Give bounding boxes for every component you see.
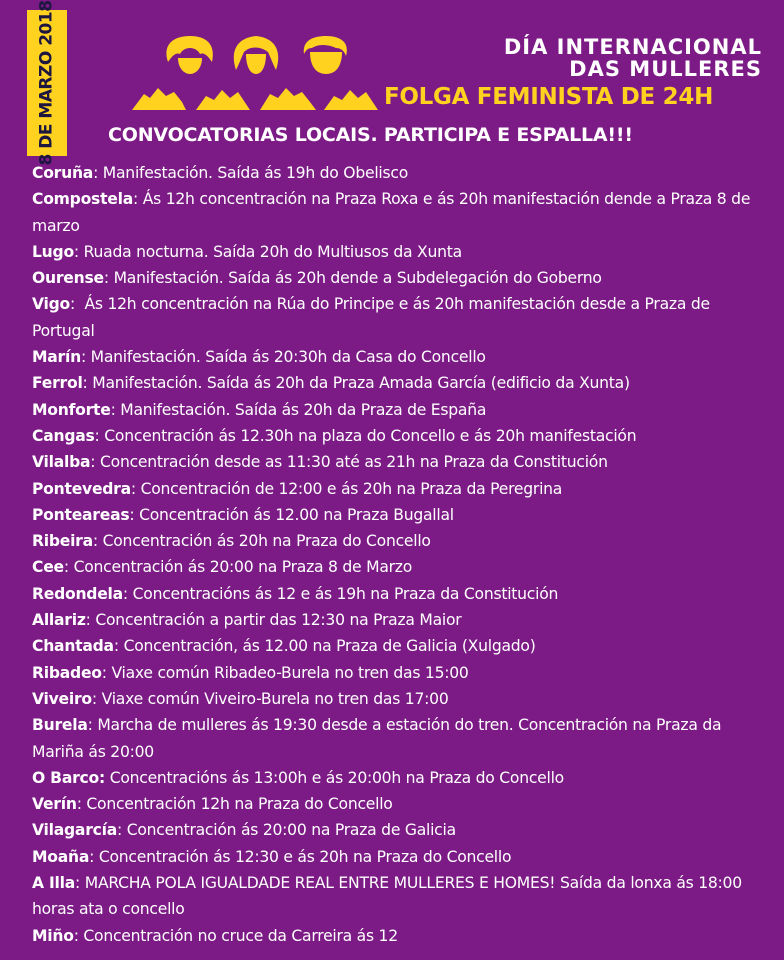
event-place: Ponteareas xyxy=(32,505,130,524)
event-separator: : xyxy=(94,426,100,445)
event-separator: : xyxy=(70,295,76,314)
event-separator: : xyxy=(90,453,96,472)
event-details: Manifestación. Saída ás 20h da Praza Amada García (edificio da Xunta) xyxy=(87,374,630,393)
event-title xyxy=(504,36,762,80)
event-details: Concentracións ás 13:00h e ás 20:00h na Praza do Concello xyxy=(104,768,564,787)
event-details: Concentración ás 12:30 e ás 20h na Praza do Concello xyxy=(94,847,512,866)
event-place: Monforte xyxy=(32,400,111,419)
event-details: Manifestación. Saída ás 20h da Praza de España xyxy=(115,400,487,419)
event-place: Ribeira xyxy=(32,532,93,551)
list-item xyxy=(32,686,770,712)
event-place: Vigo xyxy=(32,295,71,314)
list-item xyxy=(32,607,770,633)
event-separator: : xyxy=(76,795,82,814)
list-item xyxy=(32,633,770,659)
event-separator: : xyxy=(73,926,79,945)
women-heads-icon xyxy=(160,32,360,76)
list-item xyxy=(32,476,770,502)
event-separator: : xyxy=(113,637,119,656)
event-separator: : xyxy=(80,348,86,367)
event-place: Compostela xyxy=(32,190,133,209)
list-item xyxy=(32,397,770,423)
event-separator: : xyxy=(73,242,79,261)
event-details: Ás 12h concentración na Rúa do Principe e ás 20h manifestación desde a Praza de Portugal xyxy=(32,295,715,340)
event-place: O Barco: xyxy=(32,768,105,787)
date-band xyxy=(27,0,67,166)
event-separator: : xyxy=(92,532,98,551)
event-separator: : xyxy=(89,847,95,866)
event-place: Viveiro xyxy=(32,689,92,708)
event-details: MARCHA POLA IGUALDADE REAL ENTRE MULLERES E HOMES! Saída da lonxa ás 18:00 horas ata o concello xyxy=(32,874,747,919)
event-details: Concentración 12h na Praza do Concello xyxy=(81,795,393,814)
list-item xyxy=(32,660,770,686)
event-place: Marín xyxy=(32,348,81,367)
call-to-action: CONVOCATORIAS LOCAIS. PARTICIPA E ESPALLA!!! xyxy=(108,124,633,146)
list-item xyxy=(32,344,770,370)
event-details: Viaxe común Viveiro-Burela no tren das 17:00 xyxy=(96,689,449,708)
list-item xyxy=(32,160,770,186)
event-place: A Illa xyxy=(32,874,76,893)
event-separator: : xyxy=(93,164,99,182)
event-separator: : xyxy=(101,663,107,682)
events-list xyxy=(32,160,770,949)
list-item xyxy=(32,870,770,923)
event-separator: : xyxy=(75,874,81,893)
event-details: Concentración ás 20:00 na Praza de Galicia xyxy=(122,821,456,840)
event-place: Coruña xyxy=(32,164,94,182)
list-item xyxy=(32,423,770,449)
event-separator: : xyxy=(103,269,109,288)
event-place: Ourense xyxy=(32,269,104,288)
list-item xyxy=(32,817,770,843)
list-item xyxy=(32,265,770,291)
event-separator: : xyxy=(91,689,97,708)
event-place: Verín xyxy=(32,795,77,814)
event-details: Concentración, ás 12.00 na Praza de Galicia (Xulgado) xyxy=(118,637,536,656)
event-details: Ruada nocturna. Saída 20h do Multiusos da Xunta xyxy=(78,242,462,261)
event-place: Pontevedra xyxy=(32,479,131,498)
event-place: Burela xyxy=(32,716,88,735)
strike-title: FOLGA FEMINISTA DE 24H xyxy=(384,84,714,110)
event-details: Concentración desde as 11:30 até as 21h na Praza da Constitución xyxy=(95,453,608,472)
list-item xyxy=(32,791,770,817)
event-details: Concentración ás 20:00 na Praza 8 de Marzo xyxy=(68,558,413,577)
event-place: Vilagarcía xyxy=(32,821,117,840)
event-separator: : xyxy=(63,558,69,577)
event-details: Concentración de 12:00 e ás 20h na Praza da Peregrina xyxy=(135,479,563,498)
event-details: Manifestación. Saída ás 20:30h da Casa do Concello xyxy=(85,348,486,367)
event-separator: : xyxy=(129,505,135,524)
list-item xyxy=(32,370,770,396)
event-place: Redondela xyxy=(32,584,123,603)
event-separator: : xyxy=(132,190,138,209)
event-place: Cangas xyxy=(32,426,95,445)
event-details: Concentración ás 20h na Praza do Concello xyxy=(97,532,431,551)
event-details: Manifestación. Saída ás 19h do Obelisco xyxy=(98,164,408,182)
list-item xyxy=(32,554,770,580)
list-item xyxy=(32,712,770,765)
event-title-line2: DAS MULLERES xyxy=(569,57,762,81)
list-item xyxy=(32,291,770,344)
list-item xyxy=(32,581,770,607)
list-item xyxy=(32,449,770,475)
event-place: Ribadeo xyxy=(32,663,102,682)
event-separator: : xyxy=(117,821,123,840)
raised-fists-icon xyxy=(128,84,380,114)
list-item xyxy=(32,923,770,949)
event-separator: : xyxy=(85,611,91,630)
list-item xyxy=(32,239,770,265)
event-separator: : xyxy=(87,716,93,735)
event-place: Cee xyxy=(32,558,64,577)
list-item xyxy=(32,186,770,239)
event-place: Allariz xyxy=(32,611,86,630)
list-item xyxy=(32,502,770,528)
event-separator: : xyxy=(110,400,116,419)
event-details: Concentración ás 12.30h na plaza do Concello e ás 20h manifestación xyxy=(99,426,637,445)
event-details: Ás 12h concentración na Praza Roxa e ás 20h manifestación dende a Praza 8 de marzo xyxy=(32,190,755,235)
event-details: Concentración no cruce da Carreira ás 12 xyxy=(78,926,398,945)
event-place: Chantada xyxy=(32,637,114,656)
event-details: Marcha de mulleres ás 19:30 desde a estación do tren. Concentración na Praza da Mariña ás 20:00 xyxy=(32,716,727,761)
event-details: Viaxe común Ribadeo-Burela no tren das 15:00 xyxy=(106,663,469,682)
event-separator: : xyxy=(82,374,88,393)
event-details: Concentración ás 12.00 na Praza Bugallal xyxy=(134,505,454,524)
event-place: Ferrol xyxy=(32,374,83,393)
event-title-line1: DÍA INTERNACIONAL xyxy=(503,35,762,59)
event-place: Miño xyxy=(32,926,74,945)
event-details: Manifestación. Saída ás 20h dende a Subdelegación do Goberno xyxy=(108,269,602,288)
list-item xyxy=(32,844,770,870)
event-separator: : xyxy=(122,584,128,603)
event-separator: : xyxy=(130,479,136,498)
list-item xyxy=(32,528,770,554)
list-item xyxy=(32,765,770,791)
event-place: Vilalba xyxy=(32,453,91,472)
event-details: Concentracións ás 12 e ás 19h na Praza da Constitución xyxy=(127,584,559,603)
date-text: 8 DE MARZO 2018 xyxy=(37,0,58,166)
event-details: Concentración a partir das 12:30 na Praza Maior xyxy=(90,611,462,630)
event-place: Lugo xyxy=(32,242,74,261)
event-place: Moaña xyxy=(32,847,90,866)
